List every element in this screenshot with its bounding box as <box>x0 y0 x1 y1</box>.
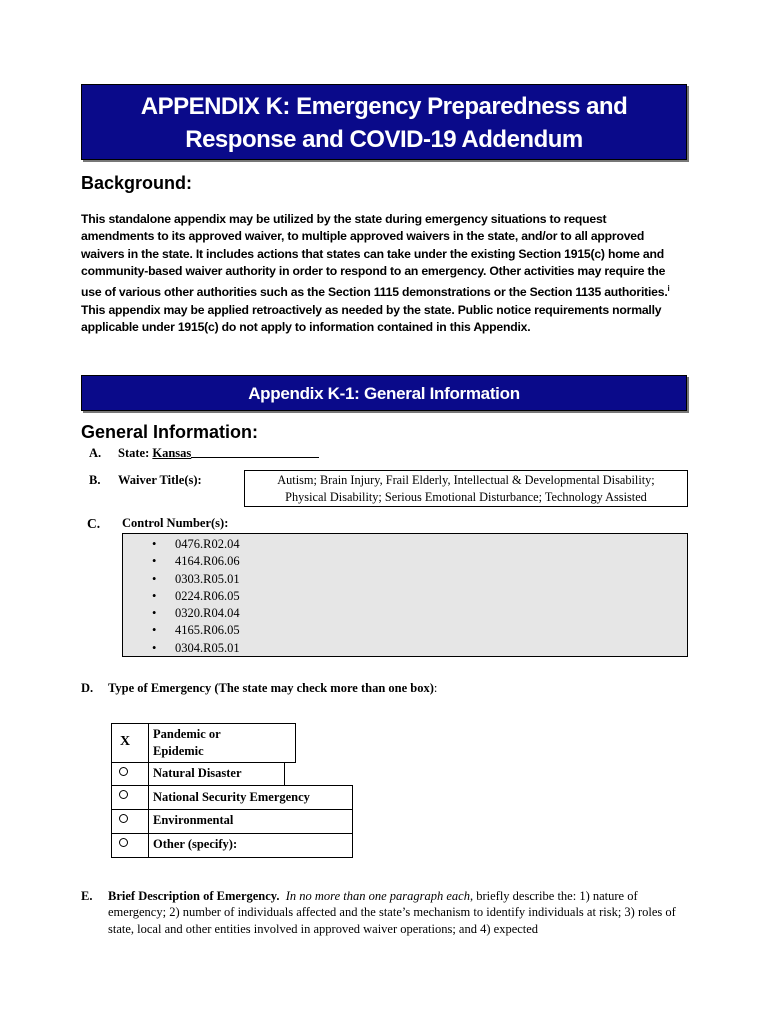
background-paragraph <box>81 211 681 336</box>
other-specify-label: Other (specify): <box>148 833 353 858</box>
emergency-description-italic: In no more than one paragraph each <box>285 889 470 903</box>
waiver-titles-line-2: Physical Disability; Serious Emotional Disturbance; Technology Assisted <box>285 489 647 504</box>
control-number-item: • 4165.R06.05 <box>147 622 687 639</box>
pandemic-label-line-1: Pandemic or <box>153 727 221 741</box>
title-line-2: Response and COVID-19 Addendum <box>185 126 583 153</box>
natural-disaster-radio[interactable] <box>111 762 149 786</box>
appendix-title-banner <box>81 84 687 160</box>
national-security-radio[interactable] <box>111 785 149 810</box>
national-security-label: National Security Emergency <box>148 785 353 810</box>
control-number-item: • 0476.R02.04 <box>147 536 687 553</box>
natural-disaster-label: Natural Disaster <box>148 762 285 786</box>
background-text-part1: This standalone appendix may be utilized by the state during emergency situations to request amendments to its approved waiver, to multiple approved waivers in the state, and/or to all approved waivers in the state. It includes actions that states can take under the existing Section 1915(c) home and community-based waiver authority in order to respond to an emergency. Other activities may require the use of various other authorities such as the Section 1115 demonstrations or the Section 1135 authorities. <box>81 212 668 300</box>
state-label: State: <box>118 446 153 460</box>
emergency-type-colon: : <box>433 681 438 695</box>
radio-circle-icon <box>119 814 128 823</box>
item-letter-c: C. <box>87 516 101 531</box>
waiver-titles-field[interactable] <box>244 470 688 507</box>
background-heading: Background: <box>81 173 193 193</box>
section-k1-banner: Appendix K-1: General Information <box>81 375 687 411</box>
radio-circle-icon <box>119 838 128 847</box>
control-numbers-label: Control Number(s): <box>122 516 229 530</box>
environmental-label: Environmental <box>148 809 353 834</box>
control-numbers-field[interactable] <box>122 533 688 657</box>
item-letter-e: E. <box>81 889 93 903</box>
control-numbers-list <box>123 534 687 657</box>
radio-circle-icon <box>119 790 128 799</box>
item-letter-b: B. <box>89 473 101 487</box>
footnote-marker[interactable]: i <box>667 284 670 294</box>
item-letter-d: D. <box>81 681 94 695</box>
pandemic-checkbox[interactable]: X <box>111 723 149 763</box>
emergency-type-label: Type of Emergency (The state may check more than one box) <box>108 681 434 695</box>
pandemic-label-line-2: Epidemic <box>153 743 204 758</box>
control-number-item: • 0224.R06.05 <box>147 588 687 605</box>
item-letter-a: A. <box>89 446 102 460</box>
emergency-description-text <box>81 888 691 937</box>
control-number-item: • 4164.R06.06 <box>147 553 687 570</box>
emergency-description-label: Brief Description of Emergency. <box>108 889 280 903</box>
state-row <box>89 446 319 461</box>
environmental-radio[interactable] <box>111 809 149 834</box>
emergency-type-prompt <box>81 681 437 696</box>
general-info-heading: General Information: <box>81 422 259 442</box>
radio-circle-icon <box>119 767 128 776</box>
state-underline <box>191 457 319 458</box>
pandemic-option-label <box>148 723 296 763</box>
waiver-titles-label: Waiver Title(s): <box>118 473 202 487</box>
emergency-description-section <box>81 888 691 937</box>
title-line-1: APPENDIX K: Emergency Preparedness and <box>140 93 628 120</box>
other-radio[interactable] <box>111 833 149 858</box>
background-text-part2: This appendix may be applied retroactively as needed by the state. Public notice requirements normally applicable under 1915(c) do not apply to information contained in this Appendix. <box>81 302 662 334</box>
control-number-item: • 0320.R04.04 <box>147 605 687 622</box>
state-value[interactable]: Kansas <box>152 446 192 460</box>
waiver-titles-line-1: Autism; Brain Injury, Frail Elderly, Intellectual & Developmental Disability; <box>277 473 655 487</box>
control-number-item: • 0304.R05.01 <box>147 640 687 657</box>
emergency-description-body: , briefly describe the: 1) nature of emergency; 2) number of individuals affected and the state’s mechanism to identify individuals at risk; 3) roles of state, local and other entities involved in approved waiver operations; and 4) expected <box>108 889 676 936</box>
control-number-item: • 0303.R05.01 <box>147 571 687 588</box>
